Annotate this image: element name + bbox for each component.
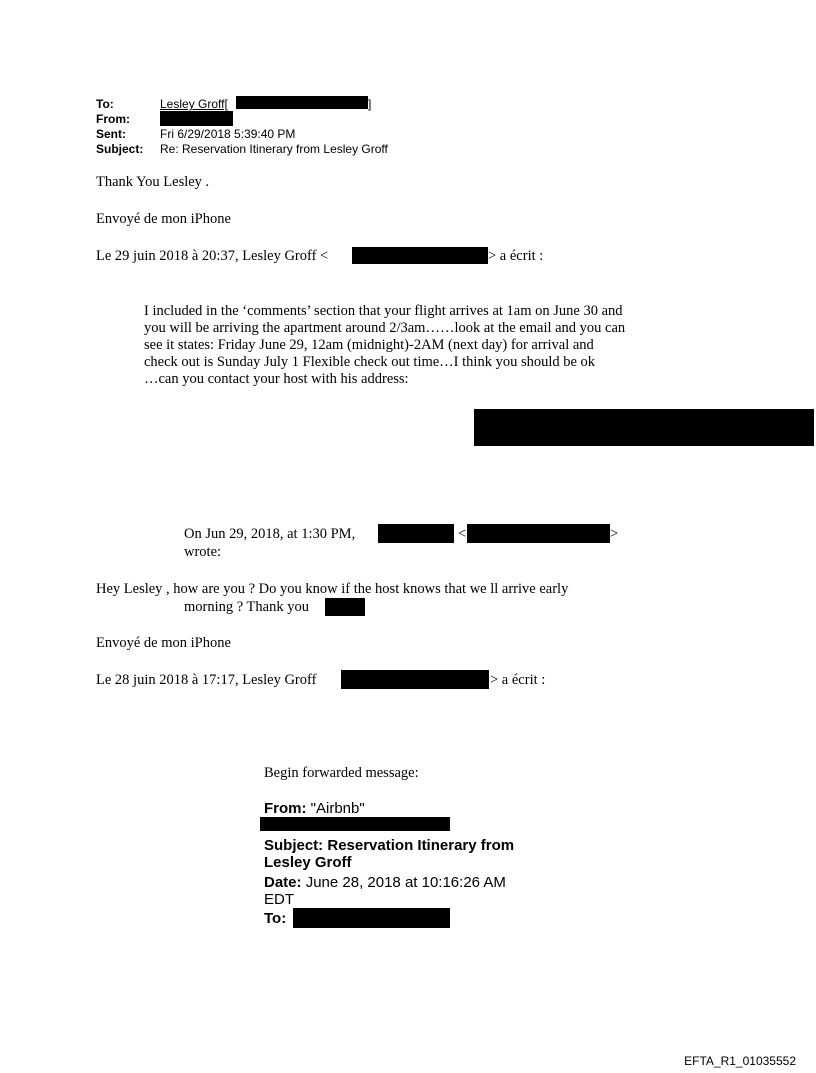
forwarded-subject-line2-row xyxy=(264,854,352,871)
forwarded-subject-row xyxy=(264,837,514,854)
reply-line1: Thank You Lesley . xyxy=(96,174,210,190)
forwarded-subject-value-line1: Reservation Itinerary from xyxy=(327,837,515,854)
redaction-reply-email xyxy=(352,247,488,264)
forwarded-from-value: "Airbnb" xyxy=(310,800,365,817)
forwarded-intro: Begin forwarded message: xyxy=(264,765,419,781)
header-to-label: To: xyxy=(96,97,114,111)
forwarded-from-label: From: xyxy=(264,800,307,817)
redaction-forwarded-to xyxy=(293,908,450,928)
quoted2-signature: Envoyé de mon iPhone xyxy=(96,635,231,651)
quoted2-attribution-wrote: wrote: xyxy=(184,544,222,560)
forwarded-date-value-line1: June 28, 2018 at 10:16:26 AM xyxy=(305,874,506,891)
forwarded-from-row xyxy=(264,800,365,817)
reply-attribution-post: > a écrit : xyxy=(488,248,544,264)
redaction-forwarded-from-email xyxy=(260,817,450,831)
quoted2-attribution2-pre: Le 28 juin 2018 à 17:17, Lesley Groff xyxy=(96,672,317,688)
redaction-signoff-name xyxy=(325,598,365,616)
header-sent-value: Fri 6/29/2018 5:39:40 PM xyxy=(160,127,296,141)
quoted1-line-2: you will be arriving the apartment around 2/3am……look at the email and you can xyxy=(144,320,626,336)
forwarded-subject-label: Subject: xyxy=(264,837,324,854)
redaction-to-email xyxy=(236,96,368,109)
quoted2-attribution-pre: On Jun 29, 2018, at 1:30 PM, xyxy=(184,526,356,542)
forwarded-date-value-line2: EDT xyxy=(264,891,294,908)
redaction-host-address xyxy=(474,409,814,446)
forwarded-to-row xyxy=(264,910,286,927)
header-sent-label: Sent: xyxy=(96,127,126,141)
reply-signature: Envoyé de mon iPhone xyxy=(96,211,231,227)
quoted-message-1 xyxy=(144,303,704,388)
forwarded-date-label: Date: xyxy=(264,874,302,891)
redaction-sender-name xyxy=(378,524,454,543)
quoted2-body-line2: morning ? Thank you xyxy=(184,599,309,615)
forwarded-to-label: To: xyxy=(264,910,287,927)
reply-attribution-pre: Le 29 juin 2018 à 20:37, Lesley Groff < xyxy=(96,248,329,264)
header-from-label: From: xyxy=(96,112,130,126)
quoted1-line-3: see it states: Friday June 29, 12am (midnight)-2AM (next day) for arrival and xyxy=(144,337,594,353)
header-subject-label: Subject: xyxy=(96,142,144,156)
quoted1-line-4: check out is Sunday July 1 Flexible check out time…I think you should be ok xyxy=(144,354,596,370)
redaction-sender-email xyxy=(467,524,610,543)
quoted2-attribution2-post: > a écrit : xyxy=(490,672,546,688)
forwarded-date-line2-row xyxy=(264,891,294,908)
forwarded-date-row xyxy=(264,874,506,891)
document-id: EFTA_R1_01035552 xyxy=(684,1054,796,1068)
quoted2-attribution-lt: < xyxy=(458,526,467,542)
quoted2-body-line1: Hey Lesley , how are you ? Do you know if the host knows that we ll arrive early xyxy=(96,581,569,597)
redaction-from xyxy=(160,111,233,126)
quoted1-line-1: I included in the ‘comments’ section that your flight arrives at 1am on June 30 and xyxy=(144,303,623,319)
quoted2-attribution-gt: > xyxy=(610,526,619,542)
header-to-value: Lesley Groff[ xyxy=(160,97,228,111)
forwarded-subject-value-line2: Lesley Groff xyxy=(264,854,352,871)
redaction-attribution2-email xyxy=(341,670,489,689)
header-subject-value: Re: Reservation Itinerary from Lesley Groff xyxy=(160,142,388,156)
header-to-close: ] xyxy=(368,97,372,111)
quoted1-line-5: …can you contact your host with his address: xyxy=(144,371,409,387)
